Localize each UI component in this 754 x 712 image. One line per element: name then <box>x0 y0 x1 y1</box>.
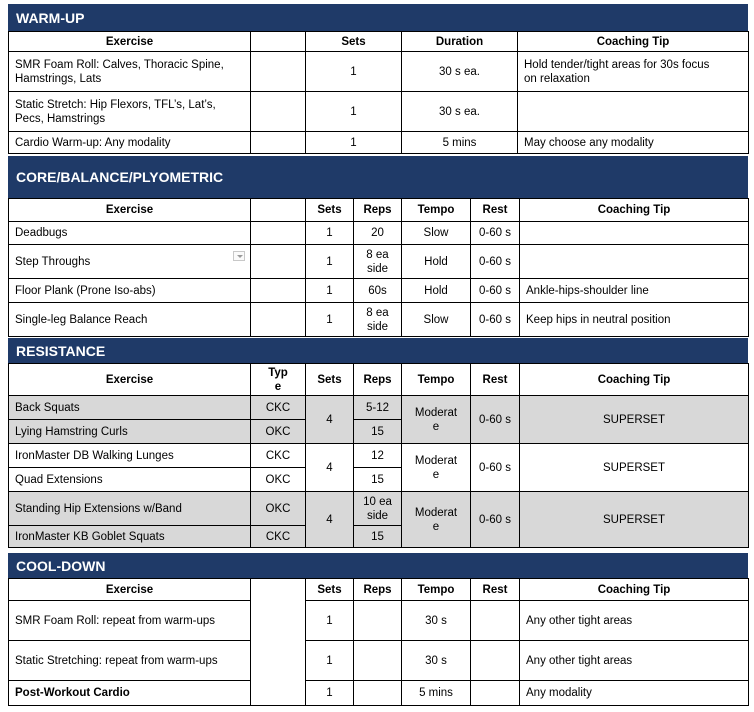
exercise-cell[interactable]: Quad Extensions <box>9 468 251 492</box>
blank-cell[interactable] <box>251 222 306 245</box>
type-cell[interactable]: OKC <box>251 492 306 526</box>
exercise-cell[interactable]: Deadbugs <box>9 222 251 245</box>
header-tip: Coaching Tip <box>520 364 749 396</box>
section-title: CORE/BALANCE/PLYOMETRIC <box>16 169 224 185</box>
header-tip: Coaching Tip <box>518 32 749 52</box>
reps-cell[interactable] <box>354 681 402 706</box>
header-reps: Reps <box>354 579 402 601</box>
tip-cell[interactable]: SUPERSET <box>520 396 749 444</box>
tempo-cell[interactable]: 5 mins <box>402 681 471 706</box>
table-row <box>9 601 749 641</box>
reps-cell[interactable]: 15 <box>354 526 402 548</box>
exercise-cell[interactable]: Static Stretching: repeat from warm-ups <box>9 641 251 681</box>
tip-cell[interactable]: Keep hips in neutral position <box>520 303 749 337</box>
section-header-resistance <box>8 338 748 363</box>
header-exercise: Exercise <box>9 199 251 222</box>
section-title: WARM-UP <box>16 9 85 26</box>
duration-cell[interactable]: 30 s ea. <box>402 52 518 92</box>
exercise-cell[interactable]: Single-leg Balance Reach <box>9 303 251 337</box>
table-header-row <box>9 579 749 601</box>
duration-cell[interactable]: 30 s ea. <box>402 92 518 132</box>
sets-cell[interactable]: 1 <box>306 601 354 641</box>
sets-cell[interactable]: 4 <box>306 492 354 548</box>
exercise-cell[interactable]: Cardio Warm-up: Any modality <box>9 132 251 154</box>
tip-cell[interactable] <box>518 92 749 132</box>
rest-cell[interactable]: 0-60 s <box>471 492 520 548</box>
tempo-cell[interactable]: 30 s <box>402 601 471 641</box>
type-cell[interactable]: OKC <box>251 468 306 492</box>
type-cell[interactable]: CKC <box>251 526 306 548</box>
rest-cell[interactable]: 0-60 s <box>471 245 520 279</box>
core-table <box>8 198 749 337</box>
rest-cell[interactable] <box>471 641 520 681</box>
sets-cell[interactable]: 1 <box>306 641 354 681</box>
table-row <box>9 492 749 526</box>
table-header-row <box>9 199 749 222</box>
blank-cell[interactable] <box>251 245 306 279</box>
exercise-cell[interactable]: Floor Plank (Prone Iso-abs) <box>9 279 251 303</box>
rest-cell[interactable]: 0-60 s <box>471 303 520 337</box>
reps-cell[interactable]: 20 <box>354 222 402 245</box>
table-header-row <box>9 32 749 52</box>
exercise-cell[interactable]: Step Throughs <box>9 245 251 279</box>
sets-cell[interactable]: 4 <box>306 396 354 444</box>
table-row <box>9 303 749 337</box>
section-header-core <box>8 156 748 198</box>
header-reps: Reps <box>354 364 402 396</box>
table-header-row <box>9 364 749 396</box>
warmup-table <box>8 31 749 154</box>
header-rest: Rest <box>471 579 520 601</box>
header-type: Typ e <box>251 364 306 396</box>
type-cell[interactable]: OKC <box>251 420 306 444</box>
blank-cell[interactable] <box>251 132 306 154</box>
header-rest: Rest <box>471 199 520 222</box>
reps-cell[interactable]: 15 <box>354 468 402 492</box>
cooldown-table <box>8 578 749 706</box>
sets-cell[interactable]: 1 <box>306 303 354 337</box>
rest-cell[interactable] <box>471 681 520 706</box>
exercise-cell[interactable]: IronMaster DB Walking Lunges <box>9 444 251 468</box>
table-row <box>9 641 749 681</box>
tip-cell[interactable] <box>520 222 749 245</box>
tip-cell[interactable]: SUPERSET <box>520 492 749 548</box>
header-tempo: Tempo <box>402 579 471 601</box>
header-sets: Sets <box>306 579 354 601</box>
type-cell[interactable]: CKC <box>251 444 306 468</box>
sets-cell[interactable]: 4 <box>306 444 354 492</box>
table-row <box>9 396 749 420</box>
tip-cell[interactable]: May choose any modality <box>518 132 749 154</box>
tip-cell[interactable]: Any other tight areas <box>520 641 749 681</box>
sets-cell[interactable]: 1 <box>306 222 354 245</box>
table-row <box>9 681 749 706</box>
header-duration: Duration <box>402 32 518 52</box>
header-rest: Rest <box>471 364 520 396</box>
header-exercise: Exercise <box>9 579 251 601</box>
table-row <box>9 132 749 154</box>
header-reps: Reps <box>354 199 402 222</box>
tempo-cell[interactable]: Moderat e <box>402 444 471 492</box>
tip-cell[interactable]: Any modality <box>520 681 749 706</box>
table-row <box>9 444 749 468</box>
table-row <box>9 52 749 92</box>
reps-cell[interactable]: 15 <box>354 420 402 444</box>
exercise-cell[interactable]: Post-Workout Cardio <box>9 681 251 706</box>
tempo-cell[interactable]: Slow <box>402 222 471 245</box>
blank-cell[interactable] <box>251 303 306 337</box>
rest-cell[interactable] <box>471 601 520 641</box>
tip-cell[interactable]: SUPERSET <box>520 444 749 492</box>
type-cell[interactable]: CKC <box>251 396 306 420</box>
header-tempo: Tempo <box>402 199 471 222</box>
section-title: RESISTANCE <box>16 342 106 359</box>
reps-cell[interactable]: 8 ea side <box>354 245 402 279</box>
reps-cell[interactable]: 8 ea side <box>354 303 402 337</box>
header-exercise: Exercise <box>9 364 251 396</box>
header-tip: Coaching Tip <box>520 579 749 601</box>
exercise-cell[interactable]: Back Squats <box>9 396 251 420</box>
chevron-down-icon[interactable] <box>233 251 245 261</box>
header-sets: Sets <box>306 199 354 222</box>
reps-cell[interactable]: 60s <box>354 279 402 303</box>
section-header-warmup <box>8 4 748 31</box>
header-blank <box>251 199 306 222</box>
tempo-cell[interactable]: Moderat e <box>402 396 471 444</box>
reps-cell[interactable] <box>354 641 402 681</box>
section-header-cooldown <box>8 553 748 578</box>
tip-cell[interactable]: Hold tender/tight areas for 30s focus on relaxation <box>518 52 749 92</box>
tempo-cell[interactable]: Moderat e <box>402 492 471 548</box>
reps-cell[interactable]: 5-12 <box>354 396 402 420</box>
exercise-cell[interactable]: IronMaster KB Goblet Squats <box>9 526 251 548</box>
header-sets: Sets <box>306 32 402 52</box>
tempo-cell[interactable]: 30 s <box>402 641 471 681</box>
tempo-cell[interactable]: Hold <box>402 245 471 279</box>
exercise-cell[interactable]: Lying Hamstring Curls <box>9 420 251 444</box>
exercise-cell[interactable]: SMR Foam Roll: Calves, Thoracic Spine, Hamstrings, Lats <box>9 52 251 92</box>
table-row <box>9 245 749 279</box>
section-title: COOL-DOWN <box>16 557 106 574</box>
rest-cell[interactable]: 0-60 s <box>471 279 520 303</box>
tip-cell[interactable]: Any other tight areas <box>520 601 749 641</box>
header-tempo: Tempo <box>402 364 471 396</box>
duration-cell[interactable]: 5 mins <box>402 132 518 154</box>
sets-cell[interactable]: 1 <box>306 681 354 706</box>
reps-cell[interactable]: 12 <box>354 444 402 468</box>
header-blank <box>251 32 306 52</box>
exercise-cell[interactable]: Standing Hip Extensions w/Band <box>9 492 251 526</box>
blank-cell[interactable] <box>251 579 306 706</box>
exercise-cell[interactable]: Static Stretch: Hip Flexors, TFL’s, Lat’s, Pecs, Hamstrings <box>9 92 251 132</box>
tip-cell[interactable] <box>520 245 749 279</box>
table-row <box>9 92 749 132</box>
header-sets: Sets <box>306 364 354 396</box>
sets-cell[interactable]: 1 <box>306 245 354 279</box>
rest-cell[interactable]: 0-60 s <box>471 396 520 444</box>
header-tip: Coaching Tip <box>520 199 749 222</box>
table-row <box>9 222 749 245</box>
table-row <box>9 279 749 303</box>
sets-cell[interactable]: 1 <box>306 92 402 132</box>
blank-cell[interactable] <box>251 52 306 92</box>
sets-cell[interactable]: 1 <box>306 52 402 92</box>
rest-cell[interactable]: 0-60 s <box>471 444 520 492</box>
reps-cell[interactable]: 10 ea side <box>354 492 402 526</box>
resistance-table <box>8 363 749 548</box>
exercise-cell[interactable]: SMR Foam Roll: repeat from warm-ups <box>9 601 251 641</box>
sets-cell[interactable]: 1 <box>306 279 354 303</box>
header-exercise: Exercise <box>9 32 251 52</box>
tempo-cell[interactable]: Hold <box>402 279 471 303</box>
reps-cell[interactable] <box>354 601 402 641</box>
tempo-cell[interactable]: Slow <box>402 303 471 337</box>
blank-cell[interactable] <box>251 92 306 132</box>
tip-cell[interactable]: Ankle-hips-shoulder line <box>520 279 749 303</box>
rest-cell[interactable]: 0-60 s <box>471 222 520 245</box>
sets-cell[interactable]: 1 <box>306 132 402 154</box>
blank-cell[interactable] <box>251 279 306 303</box>
